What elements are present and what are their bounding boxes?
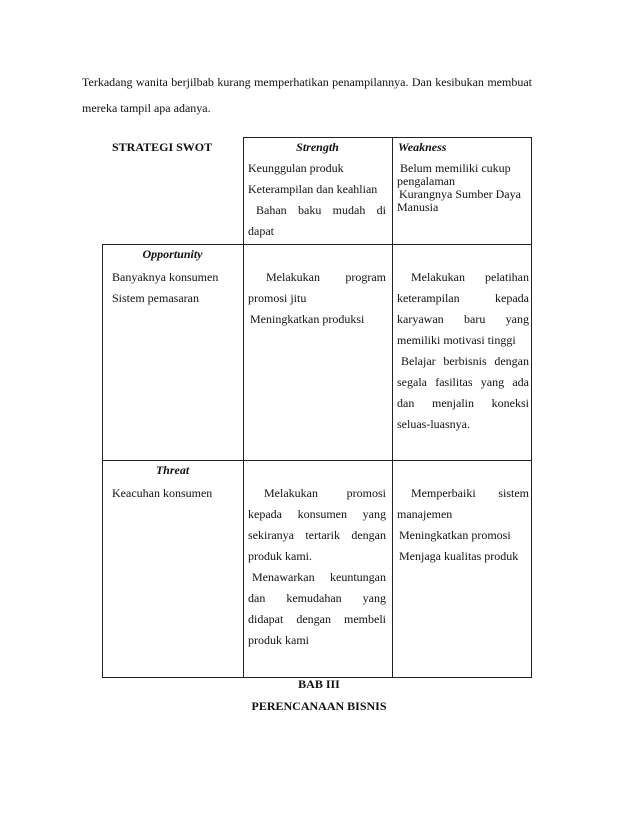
table-col2-border <box>392 137 393 677</box>
st-line: produk kami. <box>248 549 312 563</box>
wo-line: Belajar berbisnis dengan <box>401 354 529 368</box>
st-strategy <box>248 483 386 651</box>
wo-line: karyawan baru yang <box>397 312 529 326</box>
st-line: sekiranya tertarik dengan <box>248 528 386 542</box>
so-line: promosi jitu <box>248 291 307 305</box>
wt-strategy <box>397 483 529 567</box>
strength-item: dapat <box>248 224 274 238</box>
wo-line: segala fasilitas yang ada <box>397 375 529 389</box>
weakness-header: Weakness <box>398 140 447 154</box>
wo-line: keterampilan kepada <box>397 291 529 305</box>
opportunity-item: Sistem pemasaran <box>112 291 199 305</box>
intro-line-2: mereka tampil apa adanya. <box>82 101 211 115</box>
table-right-border <box>531 137 532 677</box>
swot-title: STRATEGI SWOT <box>112 140 213 154</box>
st-line: kepada konsumen yang <box>248 507 386 521</box>
wt-line: Meningkatkan promosi <box>399 528 511 542</box>
intro-paragraph <box>82 69 532 121</box>
weakness-item: pengalaman <box>397 174 455 188</box>
chapter-number: BAB III <box>298 677 340 691</box>
so-line: Melakukan program <box>266 270 386 284</box>
st-line: didapat dengan membeli <box>248 612 386 626</box>
threat-list <box>112 483 240 504</box>
threat-header: Threat <box>155 463 190 477</box>
wt-line: Menjaga kualitas produk <box>399 549 519 563</box>
wt-line: manajemen <box>397 507 453 521</box>
wo-line: Melakukan pelatihan <box>411 270 529 284</box>
st-line: dan kemudahan yang <box>248 591 386 605</box>
threat-item: Keacuhan konsumen <box>112 486 213 500</box>
wo-line: dan menjalin koneksi <box>397 396 529 410</box>
intro-line-1: Terkadang wanita berjilbab kurang memperhatikan penampilannya. Dan kesibukan membuat <box>82 75 532 89</box>
strength-header: Strength <box>296 140 339 154</box>
opportunity-header: Opportunity <box>142 247 203 261</box>
wo-line: seluas-luasnya. <box>397 417 470 431</box>
weakness-item: Manusia <box>397 200 439 214</box>
table-col1-border <box>243 137 244 677</box>
strength-item: Bahan baku mudah di <box>256 203 386 217</box>
wo-line: memiliki motivasi tinggi <box>397 333 516 347</box>
chapter-title: PERENCANAAN BISNIS <box>251 699 387 713</box>
strength-item: Keunggulan produk <box>248 161 344 175</box>
wo-strategy <box>397 267 529 435</box>
so-line: Meningkatkan produksi <box>250 312 365 326</box>
so-strategy <box>248 267 386 330</box>
weakness-item: Belum memiliki cukup <box>400 161 511 175</box>
weakness-item: Kurangnya Sumber Daya <box>399 187 521 201</box>
strength-list <box>248 158 386 242</box>
st-line: produk kami <box>248 633 309 647</box>
opportunity-item: Banyaknya konsumen <box>112 270 219 284</box>
weakness-list <box>397 162 529 214</box>
opportunity-list <box>112 267 240 309</box>
st-line: Menawarkan keuntungan <box>252 570 386 584</box>
wt-line: Memperbaiki sistem <box>411 486 529 500</box>
st-line: Melakukan promosi <box>264 486 386 500</box>
strength-item: Keterampilan dan keahlian <box>248 182 378 196</box>
